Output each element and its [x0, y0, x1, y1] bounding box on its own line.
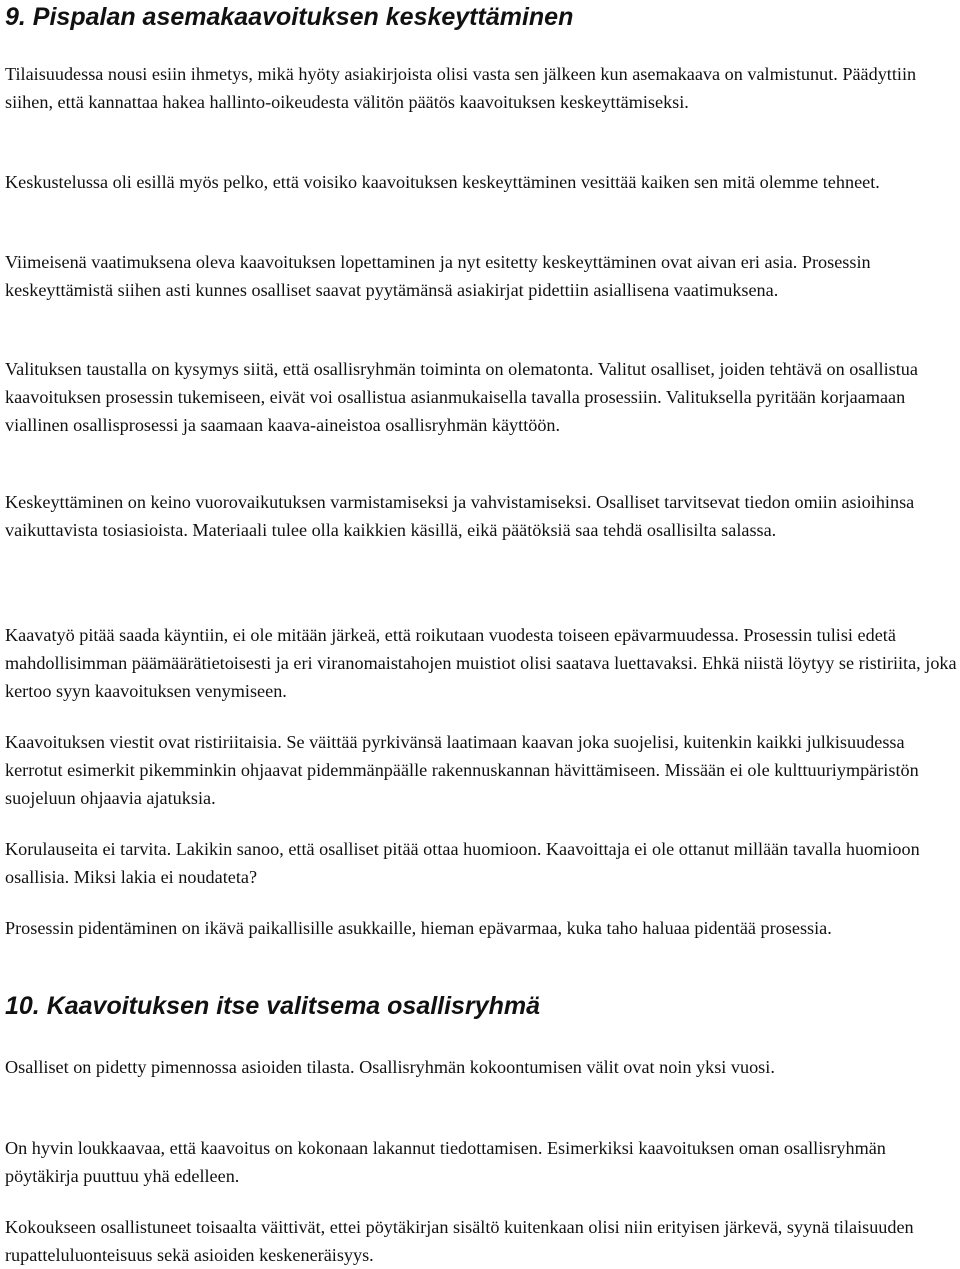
paragraph: Korulauseita ei tarvita. Lakikin sanoo, että osalliset pitää ottaa huomioon. Kaavoittaja ei ole ottanut millään tavalla huomioon osallisia. Miksi lakia ei noudateta? [5, 839, 920, 887]
paragraph: Keskeyttäminen on keino vuorovaikutuksen varmistamiseksi ja vahvistamiseksi. Osalliset tarvitsevat tiedon omiin asioihinsa vaikuttavista tosiasioista. Materiaali tulee olla kaikkien käsillä, eikä päätöksiä saa tehdä osallisilta salassa. [5, 492, 915, 540]
paragraph: Prosessin pidentäminen on ikävä paikallisille asukkaille, hieman epävarmaa, kuka taho haluaa pidentää prosessia. [5, 918, 832, 938]
section-9-heading: 9. Pispalan asemakaavoituksen keskeyttäminen [5, 3, 574, 31]
paragraph: Keskustelussa oli esillä myös pelko, että voisiko kaavoituksen keskeyttäminen vesittää kaiken sen mitä olemme tehneet. [5, 172, 880, 192]
paragraph: Osalliset on pidetty pimennossa asioiden tilasta. Osallisryhmän kokoontumisen välit ovat noin yksi vuosi. [5, 1057, 775, 1077]
paragraph: On hyvin loukkaavaa, että kaavoitus on kokonaan lakannut tiedottamisen. Esimerkiksi kaavoituksen oman osallisryhmän pöytäkirja puuttuu yhä edelleen. [5, 1138, 886, 1186]
paragraph: Kaavatyö pitää saada käyntiin, ei ole mitään järkeä, että roikutaan vuodesta toiseen epävarmuudessa. Prosessin tulisi edetä mahdollisimman päämäärätietoisesti ja eri viranomaistahojen muistiot olisi saatava luettavaksi. Ehkä niistä löytyy se ristiriita, joka kertoo syyn kaavoituksen venymiseen. [5, 625, 957, 701]
paragraph: Kaavoituksen viestit ovat ristiriitaisia. Se väittää pyrkivänsä laatimaan kaavan joka suojelisi, kuitenkin kaikki julkisuudessa kerrotut esimerkit pikemminkin ohjaavat pidemmänpäälle rakennuskannan hävittämiseen. Missään ei ole kulttuuriympäristön suojeluun ohjaavia ajatuksia. [5, 732, 919, 808]
paragraph: Viimeisenä vaatimuksena oleva kaavoituksen lopettaminen ja nyt esitetty keskeyttäminen ovat aivan eri asia. Prosessin keskeyttämistä siihen asti kunnes osalliset saavat pyytämänsä asiakirjat pidettiin asiallisena vaatimuksena. [5, 252, 871, 300]
section-10-heading: 10. Kaavoituksen itse valitsema osallisryhmä [5, 992, 540, 1020]
paragraph: Valituksen taustalla on kysymys siitä, että osallisryhmän toiminta on olematonta. Valitut osalliset, joiden tehtävä on osallistua kaavoituksen prosessin tukemiseen, eivät voi osallistua asianmukaisella tavalla prosessiin. Valituksella pyritään korjaamaan viallinen osallisprosessi ja saamaan kaava-aineistoa osallisryhmän käyttöön. [5, 359, 918, 435]
paragraph: Tilaisuudessa nousi esiin ihmetys, mikä hyöty asiakirjoista olisi vasta sen jälkeen kun asemakaava on valmistunut. Päädyttiin siihen, että kannattaa hakea hallinto-oikeudesta välitön päätös kaavoituksen keskeyttämiseksi. [5, 64, 917, 112]
paragraph: Kokoukseen osallistuneet toisaalta väittivät, ettei pöytäkirjan sisältö kuitenkaan olisi niin erityisen järkevä, syynä tilaisuuden rupatteluluonteisuus sekä asioiden keskeneräisyys. [5, 1217, 914, 1265]
